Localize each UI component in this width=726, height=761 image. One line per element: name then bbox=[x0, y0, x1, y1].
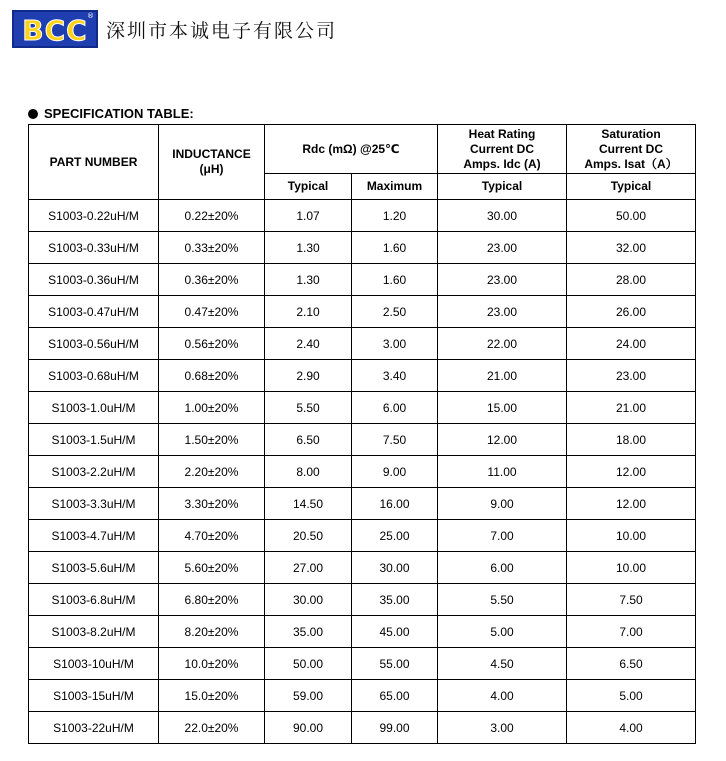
cell-isat-typical: 28.00 bbox=[567, 264, 696, 296]
table-body bbox=[29, 200, 696, 744]
header-inductance bbox=[159, 125, 265, 200]
header-rdc-maximum: Maximum bbox=[352, 174, 438, 200]
cell-rdc-typical: 5.50 bbox=[265, 392, 352, 424]
cell-rdc-typical: 59.00 bbox=[265, 680, 352, 712]
cell-rdc-typical: 2.90 bbox=[265, 360, 352, 392]
cell-rdc-maximum: 30.00 bbox=[352, 552, 438, 584]
header-part-number: PART NUMBER bbox=[29, 125, 159, 200]
table-row bbox=[29, 456, 696, 488]
table-row bbox=[29, 552, 696, 584]
cell-isat-typical: 7.00 bbox=[567, 616, 696, 648]
cell-rdc-maximum: 2.50 bbox=[352, 296, 438, 328]
cell-inductance: 22.0±20% bbox=[159, 712, 265, 744]
cell-inductance: 4.70±20% bbox=[159, 520, 265, 552]
cell-inductance: 0.33±20% bbox=[159, 232, 265, 264]
cell-rdc-maximum: 55.00 bbox=[352, 648, 438, 680]
cell-inductance: 0.22±20% bbox=[159, 200, 265, 232]
cell-part-number: S1003-8.2uH/M bbox=[29, 616, 159, 648]
table-row bbox=[29, 232, 696, 264]
cell-rdc-maximum: 3.40 bbox=[352, 360, 438, 392]
cell-isat-typical: 10.00 bbox=[567, 552, 696, 584]
cell-idc-typical: 4.50 bbox=[438, 648, 567, 680]
cell-idc-typical: 11.00 bbox=[438, 456, 567, 488]
cell-rdc-typical: 50.00 bbox=[265, 648, 352, 680]
header-saturation bbox=[567, 125, 696, 174]
table-row bbox=[29, 264, 696, 296]
cell-rdc-typical: 14.50 bbox=[265, 488, 352, 520]
cell-part-number: S1003-3.3uH/M bbox=[29, 488, 159, 520]
cell-part-number: S1003-6.8uH/M bbox=[29, 584, 159, 616]
cell-rdc-typical: 35.00 bbox=[265, 616, 352, 648]
cell-rdc-maximum: 6.00 bbox=[352, 392, 438, 424]
logo-text: BCC bbox=[22, 14, 88, 46]
header-heat-line2: Current DC bbox=[469, 141, 534, 156]
header-heat-rating bbox=[438, 125, 567, 174]
cell-idc-typical: 6.00 bbox=[438, 552, 567, 584]
cell-rdc-maximum: 9.00 bbox=[352, 456, 438, 488]
table-row bbox=[29, 648, 696, 680]
section-title-text: SPECIFICATION TABLE: bbox=[44, 106, 194, 121]
cell-isat-typical: 12.00 bbox=[567, 456, 696, 488]
cell-rdc-typical: 1.30 bbox=[265, 264, 352, 296]
cell-idc-typical: 5.50 bbox=[438, 584, 567, 616]
cell-idc-typical: 15.00 bbox=[438, 392, 567, 424]
registered-mark: ® bbox=[87, 12, 94, 20]
cell-isat-typical: 24.00 bbox=[567, 328, 696, 360]
cell-rdc-maximum: 35.00 bbox=[352, 584, 438, 616]
cell-inductance: 5.60±20% bbox=[159, 552, 265, 584]
cell-part-number: S1003-0.36uH/M bbox=[29, 264, 159, 296]
cell-part-number: S1003-4.7uH/M bbox=[29, 520, 159, 552]
cell-rdc-typical: 8.00 bbox=[265, 456, 352, 488]
table-row bbox=[29, 712, 696, 744]
cell-isat-typical: 26.00 bbox=[567, 296, 696, 328]
cell-rdc-typical: 2.10 bbox=[265, 296, 352, 328]
cell-rdc-typical: 1.07 bbox=[265, 200, 352, 232]
header-sat-line2: Current DC bbox=[598, 141, 663, 156]
cell-part-number: S1003-0.33uH/M bbox=[29, 232, 159, 264]
cell-idc-typical: 9.00 bbox=[438, 488, 567, 520]
cell-idc-typical: 4.00 bbox=[438, 680, 567, 712]
cell-inductance: 2.20±20% bbox=[159, 456, 265, 488]
cell-inductance: 1.50±20% bbox=[159, 424, 265, 456]
cell-rdc-maximum: 3.00 bbox=[352, 328, 438, 360]
cell-idc-typical: 5.00 bbox=[438, 616, 567, 648]
header-rdc-typical: Typical bbox=[265, 174, 352, 200]
cell-isat-typical: 10.00 bbox=[567, 520, 696, 552]
cell-inductance: 3.30±20% bbox=[159, 488, 265, 520]
cell-rdc-typical: 27.00 bbox=[265, 552, 352, 584]
cell-part-number: S1003-0.22uH/M bbox=[29, 200, 159, 232]
cell-idc-typical: 22.00 bbox=[438, 328, 567, 360]
cell-isat-typical: 50.00 bbox=[567, 200, 696, 232]
cell-idc-typical: 23.00 bbox=[438, 296, 567, 328]
cell-isat-typical: 23.00 bbox=[567, 360, 696, 392]
cell-part-number: S1003-2.2uH/M bbox=[29, 456, 159, 488]
table-row bbox=[29, 200, 696, 232]
header-sat-line1: Saturation bbox=[601, 126, 661, 141]
cell-part-number: S1003-22uH/M bbox=[29, 712, 159, 744]
cell-inductance: 0.36±20% bbox=[159, 264, 265, 296]
table-row bbox=[29, 328, 696, 360]
section-title bbox=[28, 106, 194, 121]
cell-idc-typical: 21.00 bbox=[438, 360, 567, 392]
cell-rdc-maximum: 45.00 bbox=[352, 616, 438, 648]
cell-inductance: 0.68±20% bbox=[159, 360, 265, 392]
cell-rdc-maximum: 25.00 bbox=[352, 520, 438, 552]
cell-isat-typical: 7.50 bbox=[567, 584, 696, 616]
cell-inductance: 6.80±20% bbox=[159, 584, 265, 616]
cell-part-number: S1003-1.0uH/M bbox=[29, 392, 159, 424]
cell-idc-typical: 30.00 bbox=[438, 200, 567, 232]
cell-part-number: S1003-1.5uH/M bbox=[29, 424, 159, 456]
cell-isat-typical: 18.00 bbox=[567, 424, 696, 456]
cell-inductance: 8.20±20% bbox=[159, 616, 265, 648]
header-isat-typical: Typical bbox=[567, 174, 696, 200]
header-heat-line3: Amps. Idc (A) bbox=[463, 156, 541, 171]
cell-rdc-typical: 20.50 bbox=[265, 520, 352, 552]
cell-rdc-maximum: 1.20 bbox=[352, 200, 438, 232]
cell-inductance: 0.47±20% bbox=[159, 296, 265, 328]
header-idc-typical: Typical bbox=[438, 174, 567, 200]
table-row bbox=[29, 584, 696, 616]
header-inductance-line2: (μH) bbox=[199, 162, 224, 176]
cell-inductance: 1.00±20% bbox=[159, 392, 265, 424]
cell-rdc-maximum: 16.00 bbox=[352, 488, 438, 520]
cell-part-number: S1003-0.68uH/M bbox=[29, 360, 159, 392]
table-row bbox=[29, 424, 696, 456]
header-inductance-line1: INDUCTANCE bbox=[172, 147, 251, 161]
header-heat-line1: Heat Rating bbox=[468, 126, 536, 141]
cell-rdc-maximum: 65.00 bbox=[352, 680, 438, 712]
cell-isat-typical: 5.00 bbox=[567, 680, 696, 712]
cell-part-number: S1003-10uH/M bbox=[29, 648, 159, 680]
cell-isat-typical: 4.00 bbox=[567, 712, 696, 744]
specification-table bbox=[28, 124, 696, 744]
page-header bbox=[12, 8, 337, 50]
cell-part-number: S1003-0.47uH/M bbox=[29, 296, 159, 328]
cell-idc-typical: 12.00 bbox=[438, 424, 567, 456]
table-row bbox=[29, 488, 696, 520]
cell-isat-typical: 32.00 bbox=[567, 232, 696, 264]
logo-graphic bbox=[14, 12, 96, 46]
cell-rdc-typical: 30.00 bbox=[265, 584, 352, 616]
company-name: 深圳市本诚电子有限公司 bbox=[106, 19, 338, 42]
table-row bbox=[29, 360, 696, 392]
cell-rdc-typical: 90.00 bbox=[265, 712, 352, 744]
table-row bbox=[29, 392, 696, 424]
cell-rdc-maximum: 7.50 bbox=[352, 424, 438, 456]
header-rdc: Rdc (mΩ) @25℃ bbox=[265, 125, 438, 174]
cell-inductance: 0.56±20% bbox=[159, 328, 265, 360]
table-row bbox=[29, 520, 696, 552]
cell-part-number: S1003-15uH/M bbox=[29, 680, 159, 712]
cell-inductance: 10.0±20% bbox=[159, 648, 265, 680]
cell-rdc-typical: 6.50 bbox=[265, 424, 352, 456]
cell-idc-typical: 3.00 bbox=[438, 712, 567, 744]
company-logo bbox=[12, 10, 98, 48]
bullet-icon bbox=[28, 109, 38, 119]
cell-idc-typical: 7.00 bbox=[438, 520, 567, 552]
table-row bbox=[29, 296, 696, 328]
cell-isat-typical: 12.00 bbox=[567, 488, 696, 520]
cell-rdc-maximum: 1.60 bbox=[352, 232, 438, 264]
cell-rdc-maximum: 99.00 bbox=[352, 712, 438, 744]
header-sat-line3: Amps. Isat（A） bbox=[584, 156, 678, 171]
cell-inductance: 15.0±20% bbox=[159, 680, 265, 712]
cell-part-number: S1003-0.56uH/M bbox=[29, 328, 159, 360]
cell-part-number: S1003-5.6uH/M bbox=[29, 552, 159, 584]
cell-rdc-typical: 1.30 bbox=[265, 232, 352, 264]
cell-idc-typical: 23.00 bbox=[438, 264, 567, 296]
table-row bbox=[29, 616, 696, 648]
cell-rdc-typical: 2.40 bbox=[265, 328, 352, 360]
cell-isat-typical: 6.50 bbox=[567, 648, 696, 680]
cell-isat-typical: 21.00 bbox=[567, 392, 696, 424]
cell-idc-typical: 23.00 bbox=[438, 232, 567, 264]
table-row bbox=[29, 680, 696, 712]
cell-rdc-maximum: 1.60 bbox=[352, 264, 438, 296]
